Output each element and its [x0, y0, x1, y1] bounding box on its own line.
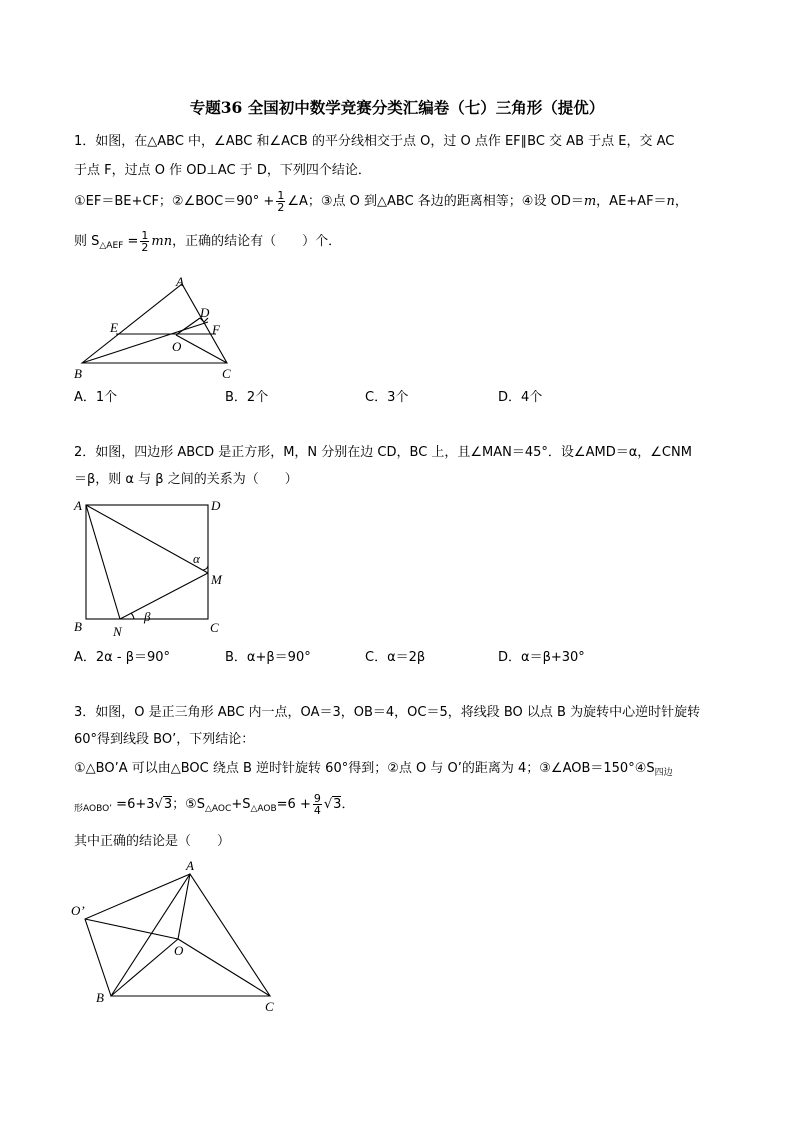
- q3-line-1: 3．如图，O 是正三角形 ABC 内一点，OA＝3，OB＝4，OC＝5，将线段 BO 以点 B 为旋转中心逆时针旋转: [74, 705, 701, 720]
- segment-am: [86, 505, 208, 573]
- q3-triangle-figure: [66, 855, 290, 1015]
- q3-line-3: ①△BO’A 可以由△BOC 绕点 B 逆时针旋转 60°得到；②点 O 与 O’的距离为 4；$③\angle AOB=150^\circ ④S_{四边}$: [74, 761, 673, 778]
- q1-line-1: 1．如图，在△ABC 中，∠ABC 和∠ACB 的平分线相交于点 O，过 O 点作 EF∥BC 交 AB 于点 E，交 AC: [74, 134, 675, 149]
- q2-line-1: 2．如图，四边形 ABCD 是正方形，M，N 分别在边 CD，BC 上，且∠MAN＝45°．设∠AMD＝α，∠CNM: [74, 445, 692, 460]
- label-d: D: [211, 498, 221, 513]
- label-alpha: α: [193, 551, 200, 566]
- label-d: D: [200, 305, 210, 320]
- label-c: C: [222, 366, 231, 381]
- q2-option-d: D．α＝β+30°: [498, 650, 585, 665]
- q1-option-c: C．3个: [365, 390, 409, 405]
- segment-an: [86, 505, 120, 619]
- label-c: C: [265, 999, 274, 1014]
- q2-option-b: B．α+β＝90°: [225, 650, 311, 665]
- segment-o-prime-o: [85, 919, 178, 939]
- q2-option-c: C．α＝2β: [365, 650, 426, 665]
- label-a: A: [74, 498, 82, 513]
- q2-line-2: ＝β，则 α 与 β 之间的关系为（ ）: [74, 472, 298, 487]
- q1-line-3: ①EF＝BE+CF；②∠BOC＝90° + $\frac{1}{2}$ ∠A；③点 O 到△ABC 各边的距离相等；④设 OD＝m，AE+AF＝n，: [74, 189, 688, 214]
- fraction: $\frac{9}{4}$: [313, 792, 321, 817]
- label-e: E: [110, 320, 118, 335]
- triangle-abc: [111, 874, 270, 996]
- square-abcd: [86, 505, 208, 619]
- fraction: $\frac{1}{2}$: [141, 229, 149, 254]
- label-m: M: [211, 572, 222, 587]
- label-c: C: [210, 620, 219, 635]
- label-f: F: [212, 322, 220, 337]
- fraction: $\frac{1}{2}$: [277, 189, 285, 214]
- label-o-prime: O’: [71, 903, 85, 918]
- segment-co: [178, 939, 270, 996]
- label-o: O: [174, 943, 184, 958]
- q1-option-a: A．1个: [74, 390, 118, 405]
- segment-bo-prime-a: [85, 874, 190, 996]
- label-beta: β: [144, 609, 151, 624]
- q3-line-4: $_{形AOBO’}$ =6+3√3；$⑤S_{\triangle AOC}+S_{\triangle AOB}=6$ + $\frac{9}{4}$ √3．: [74, 792, 355, 817]
- label-a: A: [176, 274, 184, 289]
- label-a: A: [186, 858, 194, 873]
- label-n: N: [113, 624, 122, 639]
- label-b: B: [74, 619, 82, 634]
- label-b: B: [74, 366, 82, 381]
- q3-line-2: 60°得到线段 BO’，下列结论：: [74, 732, 255, 747]
- q1-option-d: D．4个: [498, 390, 543, 405]
- q3-line-5: 其中正确的结论是（ ）: [74, 834, 231, 849]
- q2-square-figure: [70, 495, 235, 640]
- q1-line-2: 于点 F，过点 O 作 OD⊥AC 于 D，下列四个结论．: [74, 163, 371, 178]
- q1-triangle-figure: [70, 272, 250, 384]
- q2-option-a: A．2α - β＝90°: [74, 650, 171, 665]
- segment-mn: [120, 573, 208, 619]
- segment-bo: [111, 939, 178, 996]
- segment-od: [176, 318, 200, 335]
- q1-line-4: 则 $S_{\triangle AEF}$ = $\frac{1}{2}$ mn，正确的结论有（ ）个．: [74, 229, 342, 254]
- label-b: B: [96, 990, 104, 1005]
- label-o: O: [172, 339, 182, 354]
- page-title: 专题36 全国初中数学竞赛分类汇编卷（七）三角形（提优）: [189, 98, 605, 117]
- q1-option-b: B．2个: [225, 390, 269, 405]
